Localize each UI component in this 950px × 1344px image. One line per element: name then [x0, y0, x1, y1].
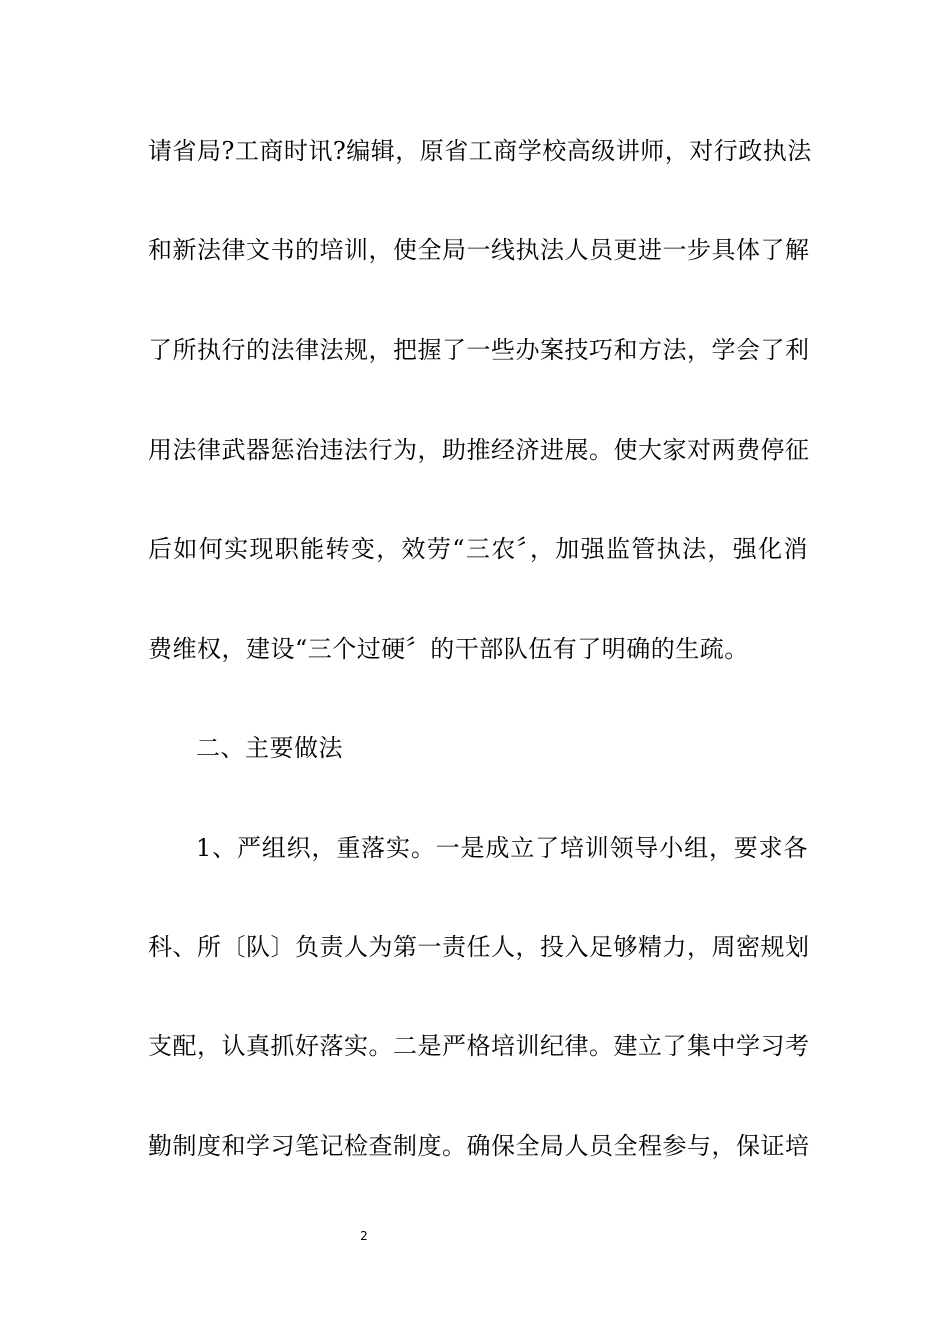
- body-text-line-3: 了所执行的法律法规，把握了一些办案技巧和方法，学会了利: [148, 336, 810, 364]
- body-text-line-1: 请省局?工商时讯?编辑，原省工商学校高级讲师，对行政执法: [148, 137, 812, 165]
- section-heading: 二、主要做法: [196, 734, 343, 762]
- body-text-line-9: 科、所〔队〕负责人为第一责任人，投入足够精力，周密规划: [148, 933, 810, 961]
- body-text-line-10: 支配，认真抓好落实。二是严格培训纪律。建立了集中学习考: [148, 1032, 810, 1060]
- body-text-line-5: 后如何实现职能转变，效劳“三农〞，加强监管执法，强化消: [148, 535, 808, 563]
- page-number: 2: [360, 1229, 368, 1243]
- body-text-line-8: 1、严组织，重落实。一是成立了培训领导小组，要求各: [196, 834, 808, 862]
- body-text-line-11: 勤制度和学习笔记检查制度。确保全局人员全程参与，保证培: [148, 1132, 810, 1160]
- body-text-line-4: 用法律武器惩治违法行为，助推经济进展。使大家对两费停征: [148, 436, 810, 464]
- body-text-line-2: 和新法律文书的培训，使全局一线执法人员更进一步具体了解: [148, 236, 810, 264]
- body-text-line-6: 费维权，建设“三个过硬〞的干部队伍有了明确的生疏。: [148, 635, 749, 663]
